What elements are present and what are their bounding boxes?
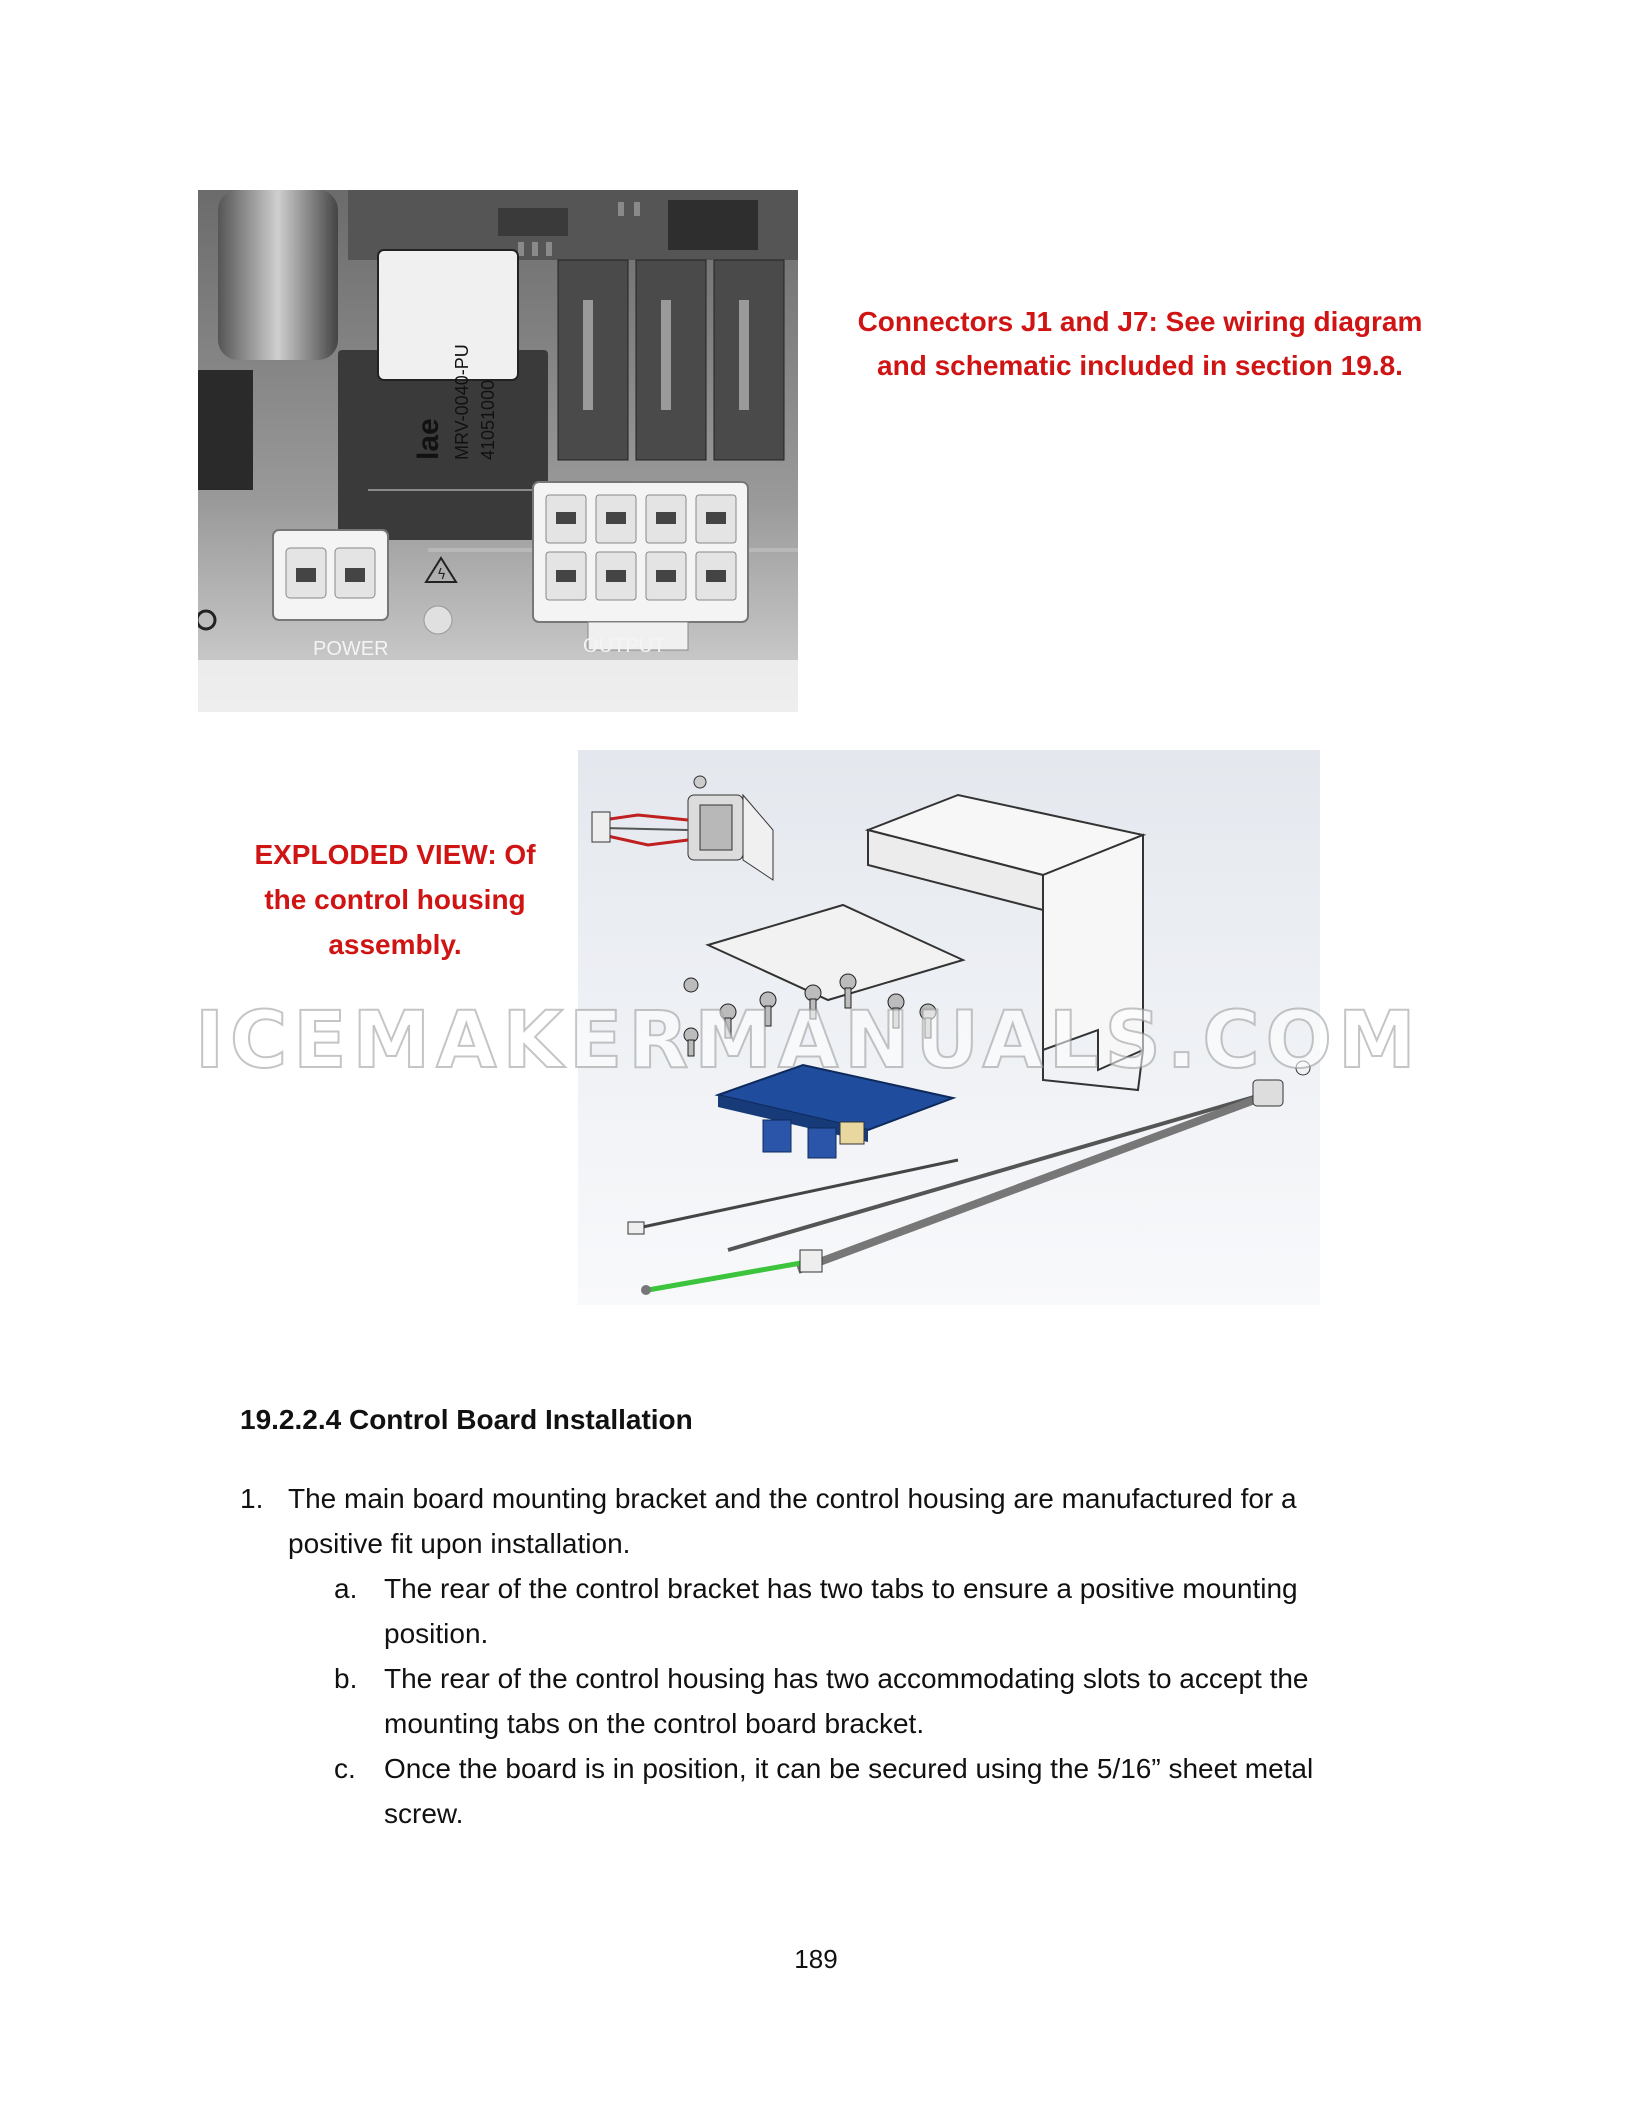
power-connector: [273, 530, 388, 620]
sub-list-item: [334, 1656, 1384, 1746]
sub-list-item: [334, 1566, 1384, 1656]
svg-text:ϟ: ϟ: [437, 567, 447, 583]
sub-list-marker: c.: [334, 1753, 356, 1784]
list-item-text: The main board mounting bracket and the control housing are manufactured for a positive fit upon installation.: [288, 1483, 1297, 1559]
relay-brand-text: lae: [412, 418, 445, 460]
sub-list-item-text: The rear of the control housing has two accommodating slots to accept the mounting tabs on the control board bracket.: [384, 1663, 1309, 1739]
output-label: OUTPUT: [583, 635, 666, 657]
connectors-caption: [830, 300, 1450, 388]
sub-list-marker: b.: [334, 1663, 358, 1694]
sub-list-item-text: The rear of the control bracket has two tabs to ensure a positive mounting position.: [384, 1573, 1298, 1649]
exploded-caption-line3: assembly.: [328, 929, 462, 960]
sub-list-item: [334, 1746, 1384, 1836]
watermark: ICEMAKERMANUALS.COM: [195, 996, 1422, 1086]
relay-serial-text: 41051000: [478, 379, 498, 460]
connectors-caption-line2: and schematic included in section 19.8.: [877, 350, 1403, 381]
section-heading: 19.2.2.4 Control Board Installation: [240, 1404, 693, 1435]
sub-list-item-text: Once the board is in position, it can be secured using the 5/16” sheet metal screw.: [384, 1753, 1314, 1829]
exploded-caption-line1: EXPLODED VIEW: Of: [254, 839, 536, 870]
relay-model-text: MRV-0040-PU: [452, 344, 472, 460]
page-number: 189: [794, 1944, 838, 1974]
power-label: POWER: [313, 638, 389, 660]
sub-list-marker: a.: [334, 1573, 358, 1604]
exploded-caption-line2: the control housing: [264, 884, 526, 915]
list-marker: 1.: [240, 1483, 264, 1514]
connectors-caption-line1: Connectors J1 and J7: See wiring diagram: [857, 306, 1423, 337]
list-item: [240, 1476, 1380, 1566]
exploded-view-caption: [240, 832, 550, 967]
control-board-photo: [198, 190, 798, 712]
